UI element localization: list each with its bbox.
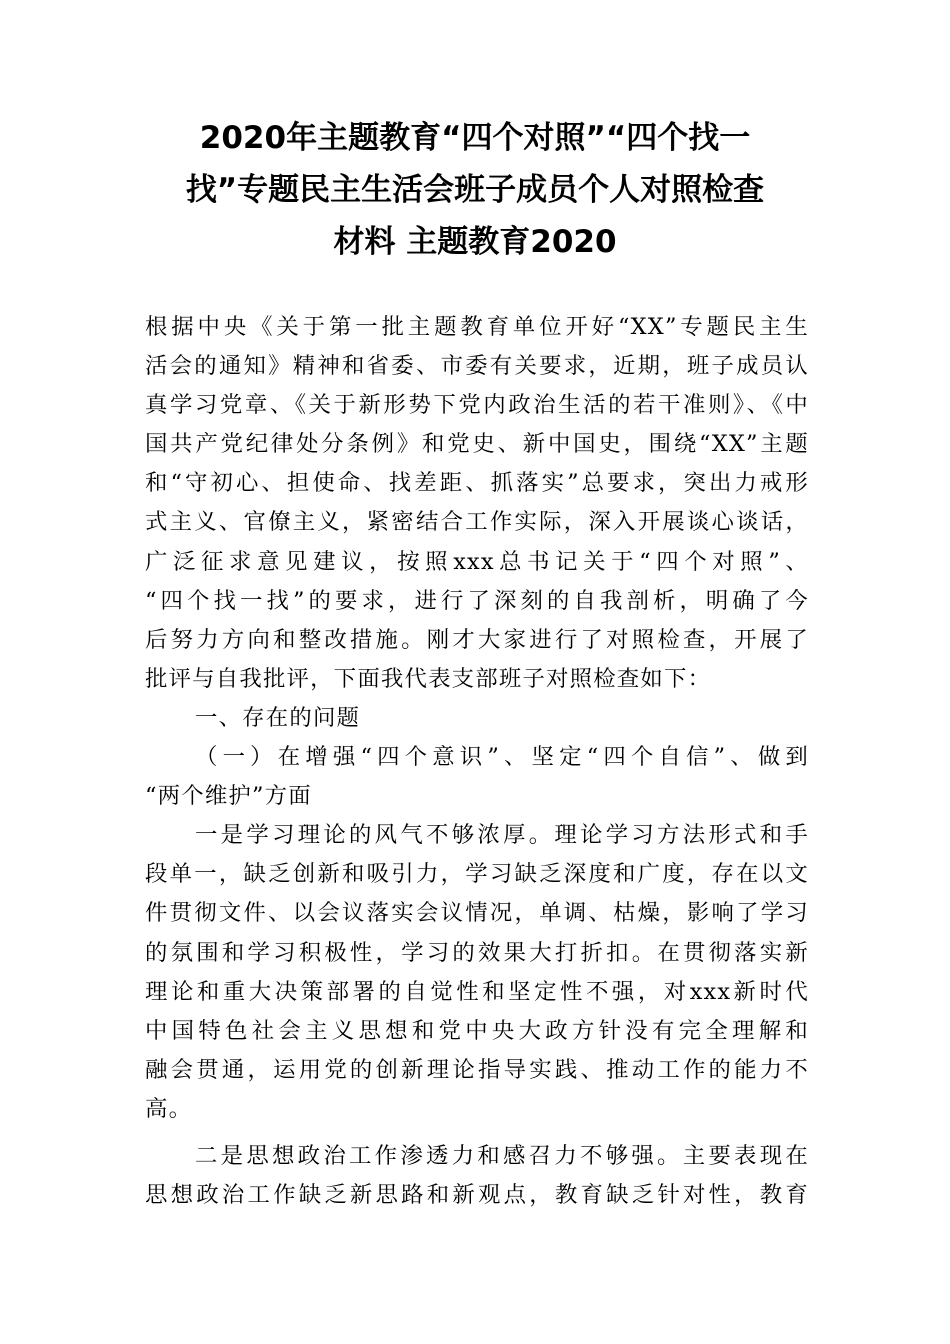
body-paragraph <box>145 816 809 1129</box>
text-line: 高。 <box>145 1095 193 1122</box>
text-line: 件贯彻文件、以会议落实会议情况，单调、枯燥，影响了学习 <box>145 900 809 927</box>
subsection-heading <box>145 738 809 816</box>
document-body <box>145 308 809 1215</box>
text-line: “两个维护”方面 <box>145 783 312 810</box>
text-line: 国共产党纪律处分条例》和党史、新中国史，围绕“XX”主题 <box>145 431 809 458</box>
text-line: 思想政治工作缺乏新思路和新观点，教育缺乏针对性，教育 <box>145 1182 809 1209</box>
text-line: 中国特色社会主义思想和党中央大政方针没有完全理解和 <box>145 1017 809 1044</box>
text-line: 真学习党章、《关于新形势下党内政治生活的若干准则》、《中 <box>145 392 809 419</box>
title-line: 2020年主题教育“四个对照”“四个找一 <box>199 120 751 156</box>
title-line: 材料 主题教育2020 <box>333 224 617 260</box>
text-line: 式主义、官僚主义，紧密结合工作实际，深入开展谈心谈话， <box>145 509 809 536</box>
text-line: 批评与自我批评，下面我代表支部班子对照检查如下： <box>145 665 712 692</box>
text-line: （一）在增强“四个意识”、坚定“四个自信”、做到 <box>195 744 809 771</box>
text-line: 后努力方向和整改措施。刚才大家进行了对照检查，开展了 <box>145 626 809 653</box>
section-heading: 一、存在的问题 <box>195 704 361 731</box>
text-line: 广泛征求意见建议，按照xxx总书记关于“四个对照”、 <box>145 548 809 575</box>
text-line: 一是学习理论的风气不够浓厚。理论学习方法形式和手 <box>195 822 809 849</box>
text-line: 二是思想政治工作渗透力和感召力不够强。主要表现在 <box>195 1142 809 1169</box>
text-line: 活会的通知》精神和省委、市委有关要求，近期，班子成员认 <box>145 353 809 380</box>
paragraph-gap <box>145 1129 809 1137</box>
text-line: 根据中央《关于第一批主题教育单位开好“XX”专题民主生 <box>145 314 809 340</box>
intro-paragraph <box>145 308 809 699</box>
text-line: 理论和重大决策部署的自觉性和坚定性不强，对xxx新时代 <box>145 978 809 1005</box>
text-line: “四个找一找”的要求，进行了深刻的自我剖析，明确了今 <box>145 587 809 614</box>
title-line: 找”专题民主生活会班子成员个人对照检查 <box>185 172 765 208</box>
text-line: 段单一，缺乏创新和吸引力，学习缺乏深度和广度，存在以文 <box>145 861 809 888</box>
text-line: 和“守初心、担使命、找差距、抓落实”总要求，突出力戒形 <box>145 470 809 497</box>
text-line: 的氛围和学习积极性，学习的效果大打折扣。在贯彻落实新 <box>145 939 809 966</box>
document-title <box>130 112 820 268</box>
body-paragraph <box>145 1137 809 1215</box>
text-line: 融会贯通，运用党的创新理论指导实践、推动工作的能力不 <box>145 1056 809 1083</box>
